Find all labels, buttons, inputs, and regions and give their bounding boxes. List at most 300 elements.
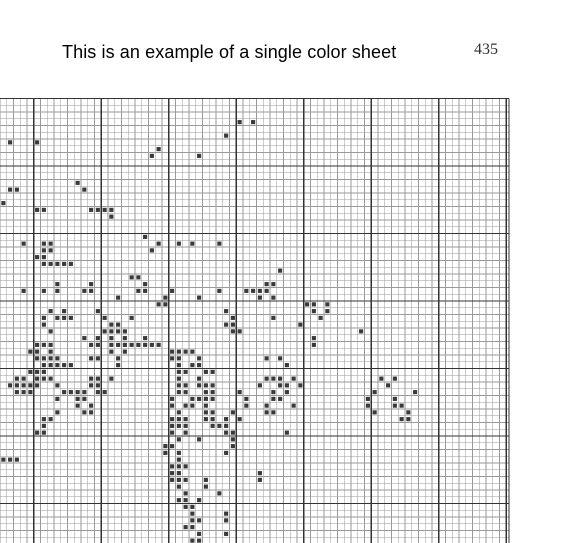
stitch-mark [406, 417, 410, 421]
stitch-mark [8, 140, 12, 144]
stitch-mark [197, 377, 201, 381]
stitch-mark [35, 370, 39, 374]
stitch-mark [103, 316, 107, 320]
stitch-mark [190, 350, 194, 354]
stitch-mark [89, 377, 93, 381]
stitch-mark [197, 532, 201, 536]
stitch-mark [109, 350, 113, 354]
stitch-mark [89, 356, 93, 360]
stitch-mark [96, 356, 100, 360]
stitch-mark [231, 323, 235, 327]
stitch-mark [292, 377, 296, 381]
stitch-mark [42, 316, 46, 320]
stitch-mark [157, 242, 161, 246]
stitch-mark [109, 329, 113, 333]
stitch-mark [292, 404, 296, 408]
stitch-mark [116, 356, 120, 360]
stitch-mark [96, 390, 100, 394]
stitch-mark [204, 417, 208, 421]
stitch-mark [197, 356, 201, 360]
stitch-mark [197, 296, 201, 300]
stitch-mark [109, 343, 113, 347]
stitch-mark [400, 404, 404, 408]
stitch-mark [386, 383, 390, 387]
stitch-mark [170, 356, 174, 360]
stitch-mark [238, 120, 242, 124]
stitch-mark [49, 417, 53, 421]
stitch-mark [231, 410, 235, 414]
stitch-mark [190, 242, 194, 246]
stitch-mark [42, 242, 46, 246]
stitch-mark [42, 255, 46, 259]
stitch-mark [55, 397, 59, 401]
stitch-mark [285, 431, 289, 435]
stitch-mark [373, 410, 377, 414]
stitch-mark [184, 491, 188, 495]
stitch-mark [197, 397, 201, 401]
stitch-mark [177, 356, 181, 360]
stitch-mark [69, 363, 73, 367]
stitch-mark [184, 498, 188, 502]
stitch-mark [278, 377, 282, 381]
stitch-mark [82, 336, 86, 340]
stitch-mark [116, 363, 120, 367]
stitch-mark [224, 532, 228, 536]
stitch-mark [184, 370, 188, 374]
stitch-mark [42, 323, 46, 327]
stitch-mark [177, 417, 181, 421]
stitch-mark [170, 404, 174, 408]
stitch-mark [170, 444, 174, 448]
stitch-mark [393, 397, 397, 401]
stitch-mark [204, 404, 208, 408]
stitch-mark [231, 437, 235, 441]
stitch-mark [49, 350, 53, 354]
stitch-mark [82, 390, 86, 394]
stitch-mark [76, 404, 80, 408]
stitch-mark [49, 363, 53, 367]
stitch-mark [89, 208, 93, 212]
stitch-mark [130, 316, 134, 320]
stitch-mark [62, 262, 66, 266]
stitch-mark [28, 350, 32, 354]
stitch-mark [265, 377, 269, 381]
stitch-mark [55, 282, 59, 286]
stitch-mark [177, 437, 181, 441]
stitch-mark [177, 363, 181, 367]
stitch-mark [244, 289, 248, 293]
stitch-mark [49, 377, 53, 381]
stitch-mark [116, 329, 120, 333]
stitch-mark [35, 431, 39, 435]
stitch-mark [143, 343, 147, 347]
stitch-mark [224, 309, 228, 313]
stitch-mark [170, 464, 174, 468]
stitch-mark [231, 444, 235, 448]
stitch-mark [393, 377, 397, 381]
stitch-mark [82, 289, 86, 293]
stitch-mark [170, 431, 174, 435]
stitch-mark [251, 289, 255, 293]
stitch-mark [55, 262, 59, 266]
stitch-mark [42, 208, 46, 212]
stitch-mark [62, 390, 66, 394]
stitch-mark [69, 316, 73, 320]
stitch-mark [123, 343, 127, 347]
stitch-mark [89, 343, 93, 347]
stitch-mark [42, 289, 46, 293]
stitch-mark [298, 323, 302, 327]
stitch-mark [211, 370, 215, 374]
stitch-mark [177, 410, 181, 414]
stitch-mark [184, 478, 188, 482]
stitch-mark [69, 262, 73, 266]
stitch-mark [55, 316, 59, 320]
stitch-mark [204, 370, 208, 374]
stitch-mark [197, 154, 201, 158]
stitch-mark [22, 242, 26, 246]
stitch-mark [366, 404, 370, 408]
stitch-mark [49, 356, 53, 360]
stitch-mark [89, 383, 93, 387]
stitch-mark [177, 485, 181, 489]
stitch-mark [265, 282, 269, 286]
stitch-mark [224, 134, 228, 138]
stitch-mark [204, 397, 208, 401]
stitch-mark [22, 383, 26, 387]
stitch-mark [76, 390, 80, 394]
stitch-mark [204, 410, 208, 414]
stitch-mark [177, 390, 181, 394]
stitch-mark [170, 417, 174, 421]
stitch-mark [35, 255, 39, 259]
stitch-mark [184, 417, 188, 421]
stitch-mark [82, 397, 86, 401]
stitch-mark [312, 302, 316, 306]
stitch-mark [265, 356, 269, 360]
stitch-mark [28, 383, 32, 387]
stitch-mark [49, 262, 53, 266]
stitch-mark [22, 377, 26, 381]
stitch-mark [103, 329, 107, 333]
stitch-mark [62, 363, 66, 367]
stitch-mark [278, 383, 282, 387]
stitch-mark [265, 404, 269, 408]
stitch-mark [197, 437, 201, 441]
stitch-mark [211, 424, 215, 428]
stitch-mark [271, 316, 275, 320]
stitch-mark [285, 383, 289, 387]
stitch-mark [184, 424, 188, 428]
stitch-mark [42, 431, 46, 435]
stitch-mark [224, 417, 228, 421]
stitch-mark [258, 296, 262, 300]
stitch-mark [184, 505, 188, 509]
stitch-mark [143, 336, 147, 340]
stitch-mark [15, 377, 19, 381]
stitch-mark [103, 208, 107, 212]
stitch-mark [170, 397, 174, 401]
stitch-mark [8, 383, 12, 387]
stitch-mark [163, 296, 167, 300]
stitch-mark [35, 383, 39, 387]
stitch-mark [258, 471, 262, 475]
stitch-mark [278, 356, 282, 360]
stitch-mark [1, 458, 5, 462]
stitch-mark [15, 458, 19, 462]
stitch-mark [211, 397, 215, 401]
stitch-mark [271, 397, 275, 401]
stitch-mark [238, 417, 242, 421]
stitch-mark [177, 350, 181, 354]
stitch-mark [42, 248, 46, 252]
stitch-mark [42, 262, 46, 266]
stitch-mark [238, 390, 242, 394]
stitch-mark [271, 282, 275, 286]
stitch-mark [184, 431, 188, 435]
stitch-mark [55, 356, 59, 360]
stitch-mark [42, 370, 46, 374]
stitch-mark [163, 302, 167, 306]
stitch-mark [217, 491, 221, 495]
stitch-mark [278, 397, 282, 401]
stitch-mark [96, 208, 100, 212]
stitch-mark [373, 390, 377, 394]
stitch-mark [89, 289, 93, 293]
stitch-mark [265, 410, 269, 414]
stitch-mark [96, 377, 100, 381]
stitch-mark [42, 417, 46, 421]
stitch-mark [366, 397, 370, 401]
stitch-mark [177, 383, 181, 387]
stitch-mark [109, 336, 113, 340]
stitch-mark [190, 404, 194, 408]
stitch-mark [55, 289, 59, 293]
stitch-mark [184, 383, 188, 387]
stitch-mark [413, 390, 417, 394]
stitch-mark [325, 302, 329, 306]
stitch-mark [197, 498, 201, 502]
stitch-mark [49, 329, 53, 333]
stitch-mark [130, 343, 134, 347]
stitch-mark [42, 343, 46, 347]
stitch-mark [224, 424, 228, 428]
stitch-mark [28, 390, 32, 394]
stitch-mark [136, 275, 140, 279]
stitch-mark [143, 235, 147, 239]
stitch-mark [197, 363, 201, 367]
stitch-mark [190, 397, 194, 401]
stitch-mark [177, 498, 181, 502]
stitch-mark [1, 201, 5, 205]
stitch-mark [150, 343, 154, 347]
stitch-mark [190, 518, 194, 522]
stitch-mark [49, 242, 53, 246]
stitch-mark [15, 383, 19, 387]
stitch-mark [177, 464, 181, 468]
stitch-mark [177, 370, 181, 374]
stitch-mark [35, 356, 39, 360]
stitch-mark [8, 458, 12, 462]
stitch-mark [204, 383, 208, 387]
stitch-mark [96, 309, 100, 313]
stitch-mark [49, 309, 53, 313]
stitch-mark [35, 377, 39, 381]
stitch-mark [170, 289, 174, 293]
stitch-mark [278, 269, 282, 273]
stitch-mark [204, 485, 208, 489]
stitch-mark [150, 248, 154, 252]
stitch-mark [15, 390, 19, 394]
stitch-mark [96, 383, 100, 387]
stitch-mark [271, 377, 275, 381]
stitch-mark [184, 404, 188, 408]
stitch-mark [42, 363, 46, 367]
stitch-mark [49, 343, 53, 347]
stitch-mark [109, 208, 113, 212]
stitch-mark [89, 410, 93, 414]
stitch-mark [204, 390, 208, 394]
stitch-mark [89, 282, 93, 286]
stitch-mark [157, 302, 161, 306]
stitch-mark [170, 471, 174, 475]
minor-grid-lines [0, 99, 509, 543]
stitch-mark [251, 120, 255, 124]
stitch-mark [55, 363, 59, 367]
stitch-mark [170, 424, 174, 428]
stitch-mark [184, 525, 188, 529]
stitch-mark [204, 478, 208, 482]
stitch-mark [177, 424, 181, 428]
stitch-mark [379, 377, 383, 381]
stitch-mark [244, 397, 248, 401]
stitch-mark [35, 140, 39, 144]
stitch-mark [258, 289, 262, 293]
stitch-mark [143, 282, 147, 286]
stitch-mark [109, 323, 113, 327]
stitch-mark [69, 390, 73, 394]
stitch-mark [170, 478, 174, 482]
stitch-mark [96, 343, 100, 347]
stitch-mark [123, 336, 127, 340]
sheet-caption: This is an example of a single color sheet [62, 42, 397, 62]
stitch-mark [184, 390, 188, 394]
stitch-mark [231, 329, 235, 333]
stitch-mark [123, 329, 127, 333]
stitch-mark [42, 377, 46, 381]
stitch-mark [22, 289, 26, 293]
stitch-mark [190, 525, 194, 529]
stitch-mark [103, 390, 107, 394]
stitch-mark [82, 188, 86, 192]
stitch-mark [271, 296, 275, 300]
stitch-mark [238, 329, 242, 333]
stitch-mark [22, 390, 26, 394]
stitch-mark [305, 302, 309, 306]
stitch-mark [406, 410, 410, 414]
stitch-mark [312, 309, 316, 313]
stitch-mark [258, 478, 262, 482]
stitch-mark [35, 343, 39, 347]
stitch-mark [224, 451, 228, 455]
stitch-mark [197, 518, 201, 522]
stitch-mark [35, 350, 39, 354]
stitch-mark [109, 215, 113, 219]
stitch-mark [244, 404, 248, 408]
stitch-mark [109, 377, 113, 381]
stitch-mark [136, 289, 140, 293]
stitch-mark [231, 316, 235, 320]
stitch-mark [184, 350, 188, 354]
stitch-mark [197, 383, 201, 387]
stitch-mark [163, 451, 167, 455]
stitch-mark [143, 289, 147, 293]
stitch-mark [42, 356, 46, 360]
stitch-mark [190, 363, 194, 367]
stitch-mark [177, 471, 181, 475]
stitch-mark [258, 383, 262, 387]
stitch-mark [116, 323, 120, 327]
stitch-mark [15, 188, 19, 192]
stitch-mark [325, 309, 329, 313]
stitch-mark [224, 431, 228, 435]
stitch-mark [55, 410, 59, 414]
stitch-mark [285, 390, 289, 394]
stitch-mark [177, 478, 181, 482]
stitch-mark [217, 424, 221, 428]
stitch-mark [116, 343, 120, 347]
stitch-mark [177, 458, 181, 462]
stitch-mark [285, 363, 289, 367]
stitch-mark [136, 343, 140, 347]
stitch-mark [224, 512, 228, 516]
stitch-mark [157, 147, 161, 151]
stitch-mark [190, 539, 194, 543]
stitch-mark [49, 248, 53, 252]
stitch-mark [184, 464, 188, 468]
stitch-mark [312, 336, 316, 340]
stitch-mark [76, 181, 80, 185]
stitch-mark [28, 370, 32, 374]
stitch-mark [35, 208, 39, 212]
stitch-mark [82, 410, 86, 414]
stitch-mark [211, 410, 215, 414]
stitch-mark [224, 323, 228, 327]
stitch-mark [62, 309, 66, 313]
stitch-mark [123, 350, 127, 354]
stitch-mark [197, 539, 201, 543]
stitch-mark [8, 188, 12, 192]
stitch-mark [157, 343, 161, 347]
stitch-mark [224, 518, 228, 522]
stitch-mark [359, 329, 363, 333]
stitch-mark [211, 383, 215, 387]
stitch-mark [312, 343, 316, 347]
stitch-mark [231, 431, 235, 435]
stitch-mark [76, 397, 80, 401]
stitch-mark [211, 417, 215, 421]
stitch-mark [163, 444, 167, 448]
stitch-mark [130, 275, 134, 279]
stitch-mark [96, 336, 100, 340]
stitch-mark [116, 296, 120, 300]
stitch-mark [190, 512, 194, 516]
stitch-mark [271, 410, 275, 414]
stitch-mark [400, 417, 404, 421]
stitch-mark [265, 289, 269, 293]
stitch-mark [177, 377, 181, 381]
stitch-mark [190, 505, 194, 509]
